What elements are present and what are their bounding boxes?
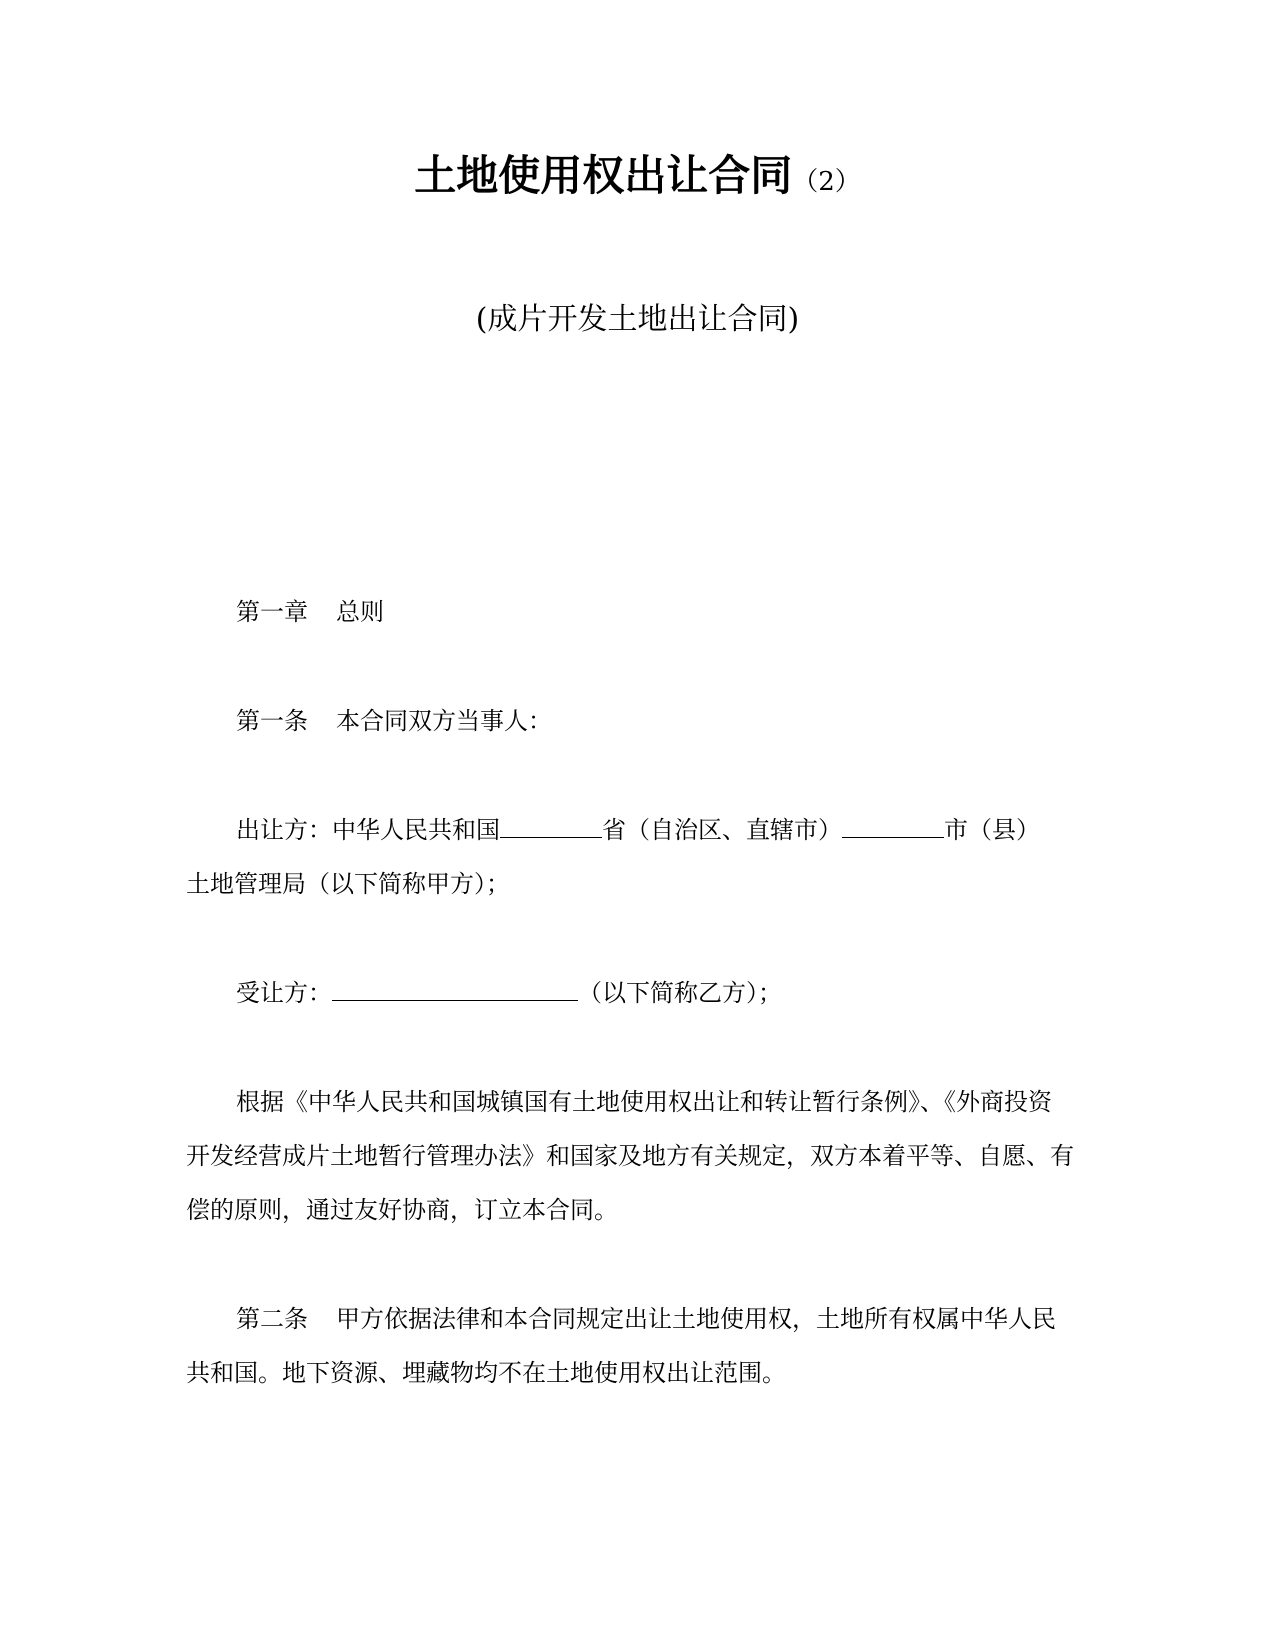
- document-title: [0, 148, 1275, 210]
- basis-line-1: 根据《中华人民共和国城镇国有土地使用权出让和转让暂行条例》、《外商投资: [236, 1088, 1052, 1116]
- chapter-label: 第一章: [236, 598, 308, 626]
- city-blank-field[interactable]: [842, 815, 944, 838]
- article-2-line-2: 共和国。地下资源、埋藏物均不在土地使用权出让范围。: [186, 1359, 786, 1387]
- grantor-text-b: 省（自治区、直辖市）: [602, 816, 842, 844]
- province-blank-field[interactable]: [500, 815, 602, 838]
- grantor-text-c: 市（县）: [944, 816, 1040, 844]
- grantee-prefix: 受让方：: [236, 979, 332, 1007]
- article-1-text: 本合同双方当事人：: [336, 707, 552, 735]
- grantor-text-a: 出让方：中华人民共和国: [236, 816, 500, 844]
- article-2-text-1: 甲方依据法律和本合同规定出让土地使用权，土地所有权属中华人民: [336, 1305, 1056, 1333]
- article-2-label: 第二条: [236, 1305, 308, 1333]
- grantee-blank-field[interactable]: [332, 978, 578, 1001]
- basis-line-2: 开发经营成片土地暂行管理办法》和国家及地方有关规定，双方本着平等、自愿、有: [186, 1142, 1074, 1170]
- chapter-name: 总则: [336, 598, 384, 626]
- grantee-line: [236, 977, 782, 1009]
- title-suffix: （2）: [792, 167, 861, 197]
- grantee-suffix: （以下简称乙方）；: [578, 979, 782, 1007]
- chapter-heading: [236, 596, 384, 628]
- article-2-line-1: [236, 1303, 1056, 1335]
- title-main: 土地使用权出让合同: [414, 151, 793, 200]
- basis-line-3: 偿的原则，通过友好协商，订立本合同。: [186, 1196, 618, 1224]
- grantor-line-2: 土地管理局（以下简称甲方）；: [186, 870, 510, 898]
- grantor-line-1: [236, 814, 1040, 846]
- document-subtitle: (成片开发土地出让合同): [475, 302, 800, 337]
- article-1-label: 第一条: [236, 707, 308, 735]
- article-1: [236, 705, 552, 737]
